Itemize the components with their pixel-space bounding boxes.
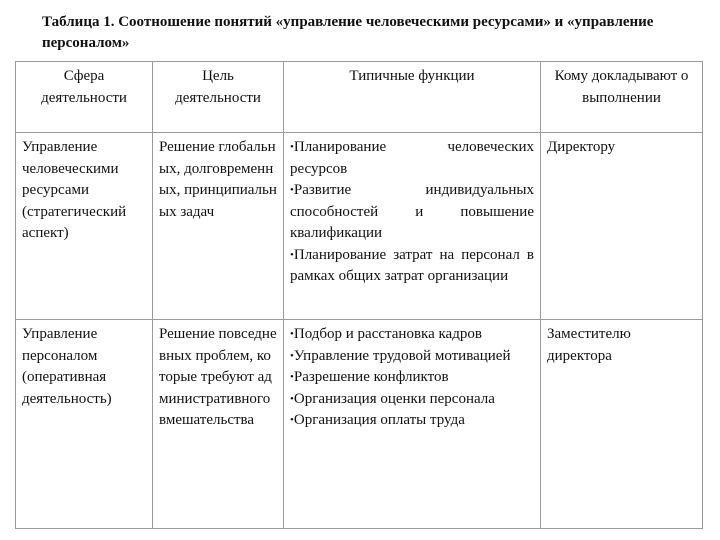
- function-text: Развитие индивидуальных способностей и повышение квалификации: [290, 182, 534, 241]
- bullet-icon: •: [290, 248, 294, 261]
- function-item: [290, 324, 534, 346]
- row-1-sphere-text: Управление человеческими ресурсами (стратегический аспект): [22, 139, 127, 241]
- bullet-icon: •: [290, 141, 294, 153]
- row-2-functions: [284, 320, 541, 529]
- row-1-report-to: Директору: [541, 133, 703, 320]
- function-text: Управление трудовой мотивацией: [293, 347, 511, 364]
- row-2-sphere: [16, 320, 153, 529]
- header-functions: Типичные функции: [284, 62, 541, 133]
- function-item: [290, 410, 534, 432]
- table-row: [16, 133, 703, 320]
- table-header-row: [16, 62, 703, 133]
- row-2-goal: [153, 320, 284, 529]
- bullet-icon: •: [290, 328, 294, 340]
- row-1-goal: [153, 133, 284, 320]
- function-item: [290, 245, 534, 288]
- row-2-sphere-text: Управление персоналом (оперативная деятельность): [22, 326, 112, 407]
- function-text: Организация оценки персонала: [293, 390, 495, 407]
- header-sphere: Сфера деятельности: [16, 62, 153, 133]
- function-text: Планирование человеческих ресурсов: [290, 139, 534, 177]
- function-item: [290, 180, 534, 245]
- row-1-functions: [284, 133, 541, 320]
- header-report-to: Кому докладывают о выполнении: [541, 62, 703, 133]
- row-1-sphere: [16, 133, 153, 320]
- comparison-table: [15, 61, 703, 529]
- function-item: [290, 346, 534, 368]
- function-item: [290, 367, 534, 389]
- header-goal: Цель деятельности: [153, 62, 284, 133]
- row-2-report-to: Заместителю директора: [541, 320, 703, 529]
- bullet-icon: •: [290, 184, 294, 196]
- bullet-icon: •: [290, 349, 294, 362]
- function-item: [290, 137, 534, 180]
- function-item: [290, 389, 534, 411]
- bullet-icon: •: [290, 414, 294, 426]
- table-caption: Таблица 1. Соотношение понятий «управление человеческими ресурсами» и «управление персоналом»: [42, 14, 654, 51]
- function-text: Подбор и расстановка кадров: [293, 326, 482, 342]
- row-2-goal-text: Решение повседневных проблем, которые требуют административного вмешательства: [159, 326, 277, 428]
- row-1-goal-text: Решение глобальных, долговременных, принципиальных задач: [159, 139, 277, 220]
- function-text: Планирование затрат на персонал в рамках общих затрат организации: [290, 246, 534, 284]
- bullet-icon: •: [290, 392, 294, 405]
- bullet-icon: •: [290, 371, 294, 383]
- table-row: [16, 320, 703, 529]
- function-text: Разрешение конфликтов: [293, 369, 449, 385]
- function-text: Организация оплаты труда: [293, 412, 465, 428]
